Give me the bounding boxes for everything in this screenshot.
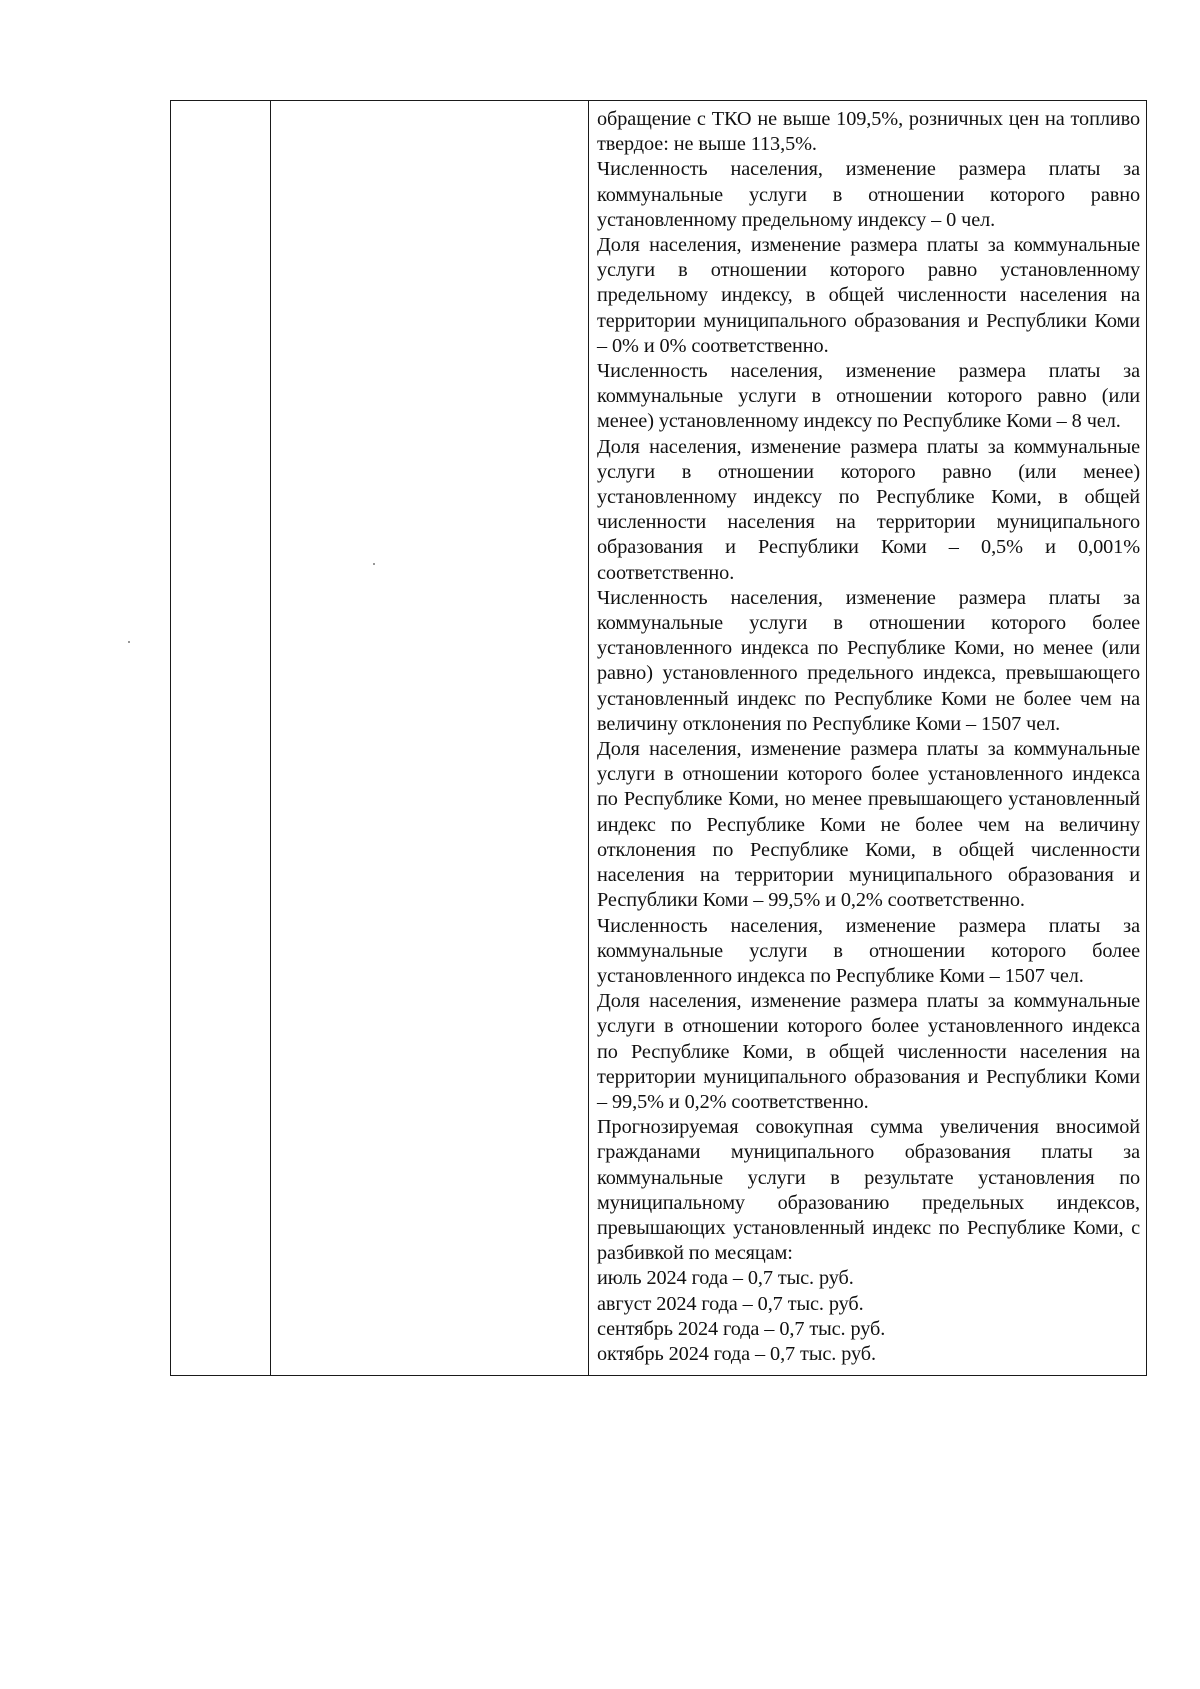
document-table xyxy=(170,100,1147,1376)
paragraph: Численность населения, изменение размера платы за коммунальные услуги в отношении которого более установленного индекса по Республике Коми – 1507 чел. xyxy=(597,914,1140,987)
table-cell-col1 xyxy=(171,101,271,1376)
paragraph: Доля населения, изменение размера платы за коммунальные услуги в отношении которого более установленного индекса по Республике Коми, но менее превышающего установленный индекс по Республике Коми не более чем на величину отклонения по Республике Коми, в общей численности населения на территории муниципального образования и Республики Коми – 99,5% и 0,2% соответственно. xyxy=(597,738,1140,912)
paragraph: Численность населения, изменение размера платы за коммунальные услуги в отношении которого равно (или менее) установленному индексу по Республике Коми – 8 чел. xyxy=(597,360,1140,433)
paragraph: обращение с ТКО не выше 109,5%, розничных цен на топливо твердое: не выше 113,5%. xyxy=(597,108,1140,156)
paragraph: Доля населения, изменение размера платы за коммунальные услуги в отношении которого более установленного индекса по Республике Коми, в общей численности населения на территории муниципального образования и Республики Коми – 99,5% и 0,2% соответственно. xyxy=(597,990,1140,1113)
month-line: июль 2024 года – 0,7 тыс. руб. xyxy=(597,1267,854,1290)
col3-content xyxy=(589,101,1146,1375)
month-line: октябрь 2024 года – 0,7 тыс. руб. xyxy=(597,1342,876,1365)
col1-text xyxy=(171,101,270,115)
scan-speck xyxy=(128,641,130,643)
paragraph: Доля населения, изменение размера платы за коммунальные услуги в отношении которого равно (или менее) установленному индексу по Республике Коми, в общей численности населения на территории муниципального образования и Республики Коми – 0,5% и 0,001% соответственно. xyxy=(597,435,1140,584)
table-row xyxy=(171,101,1147,1376)
col2-text xyxy=(271,101,588,115)
paragraph: Доля населения, изменение размера платы за коммунальные услуги в отношении которого равно установленному предельному индексу, в общей численности населения на территории муниципального образования и Республики Коми – 0% и 0% соответственно. xyxy=(597,234,1140,357)
table-cell-col3 xyxy=(589,101,1147,1376)
month-line: август 2024 года – 0,7 тыс. руб. xyxy=(597,1292,864,1315)
table-cell-col2 xyxy=(271,101,589,1376)
paragraph: Численность населения, изменение размера платы за коммунальные услуги в отношении которого равно установленному предельному индексу – 0 чел. xyxy=(597,158,1140,231)
paragraph: Численность населения, изменение размера платы за коммунальные услуги в отношении которого более установленного индекса по Республике Коми, но менее (или равно) установленного предельного индекса, превышающего установленный индекс по Республике Коми не более чем на величину отклонения по Республике Коми – 1507 чел. xyxy=(597,586,1140,735)
month-line: сентябрь 2024 года – 0,7 тыс. руб. xyxy=(597,1317,886,1340)
paragraph: Прогнозируемая совокупная сумма увеличения вносимой гражданами муниципального образования платы за коммунальные услуги в результате установления по муниципальному образованию предельных индексов, превышающих установленный индекс по Республике Коми, с разбивкой по месяцам: xyxy=(597,1116,1140,1265)
